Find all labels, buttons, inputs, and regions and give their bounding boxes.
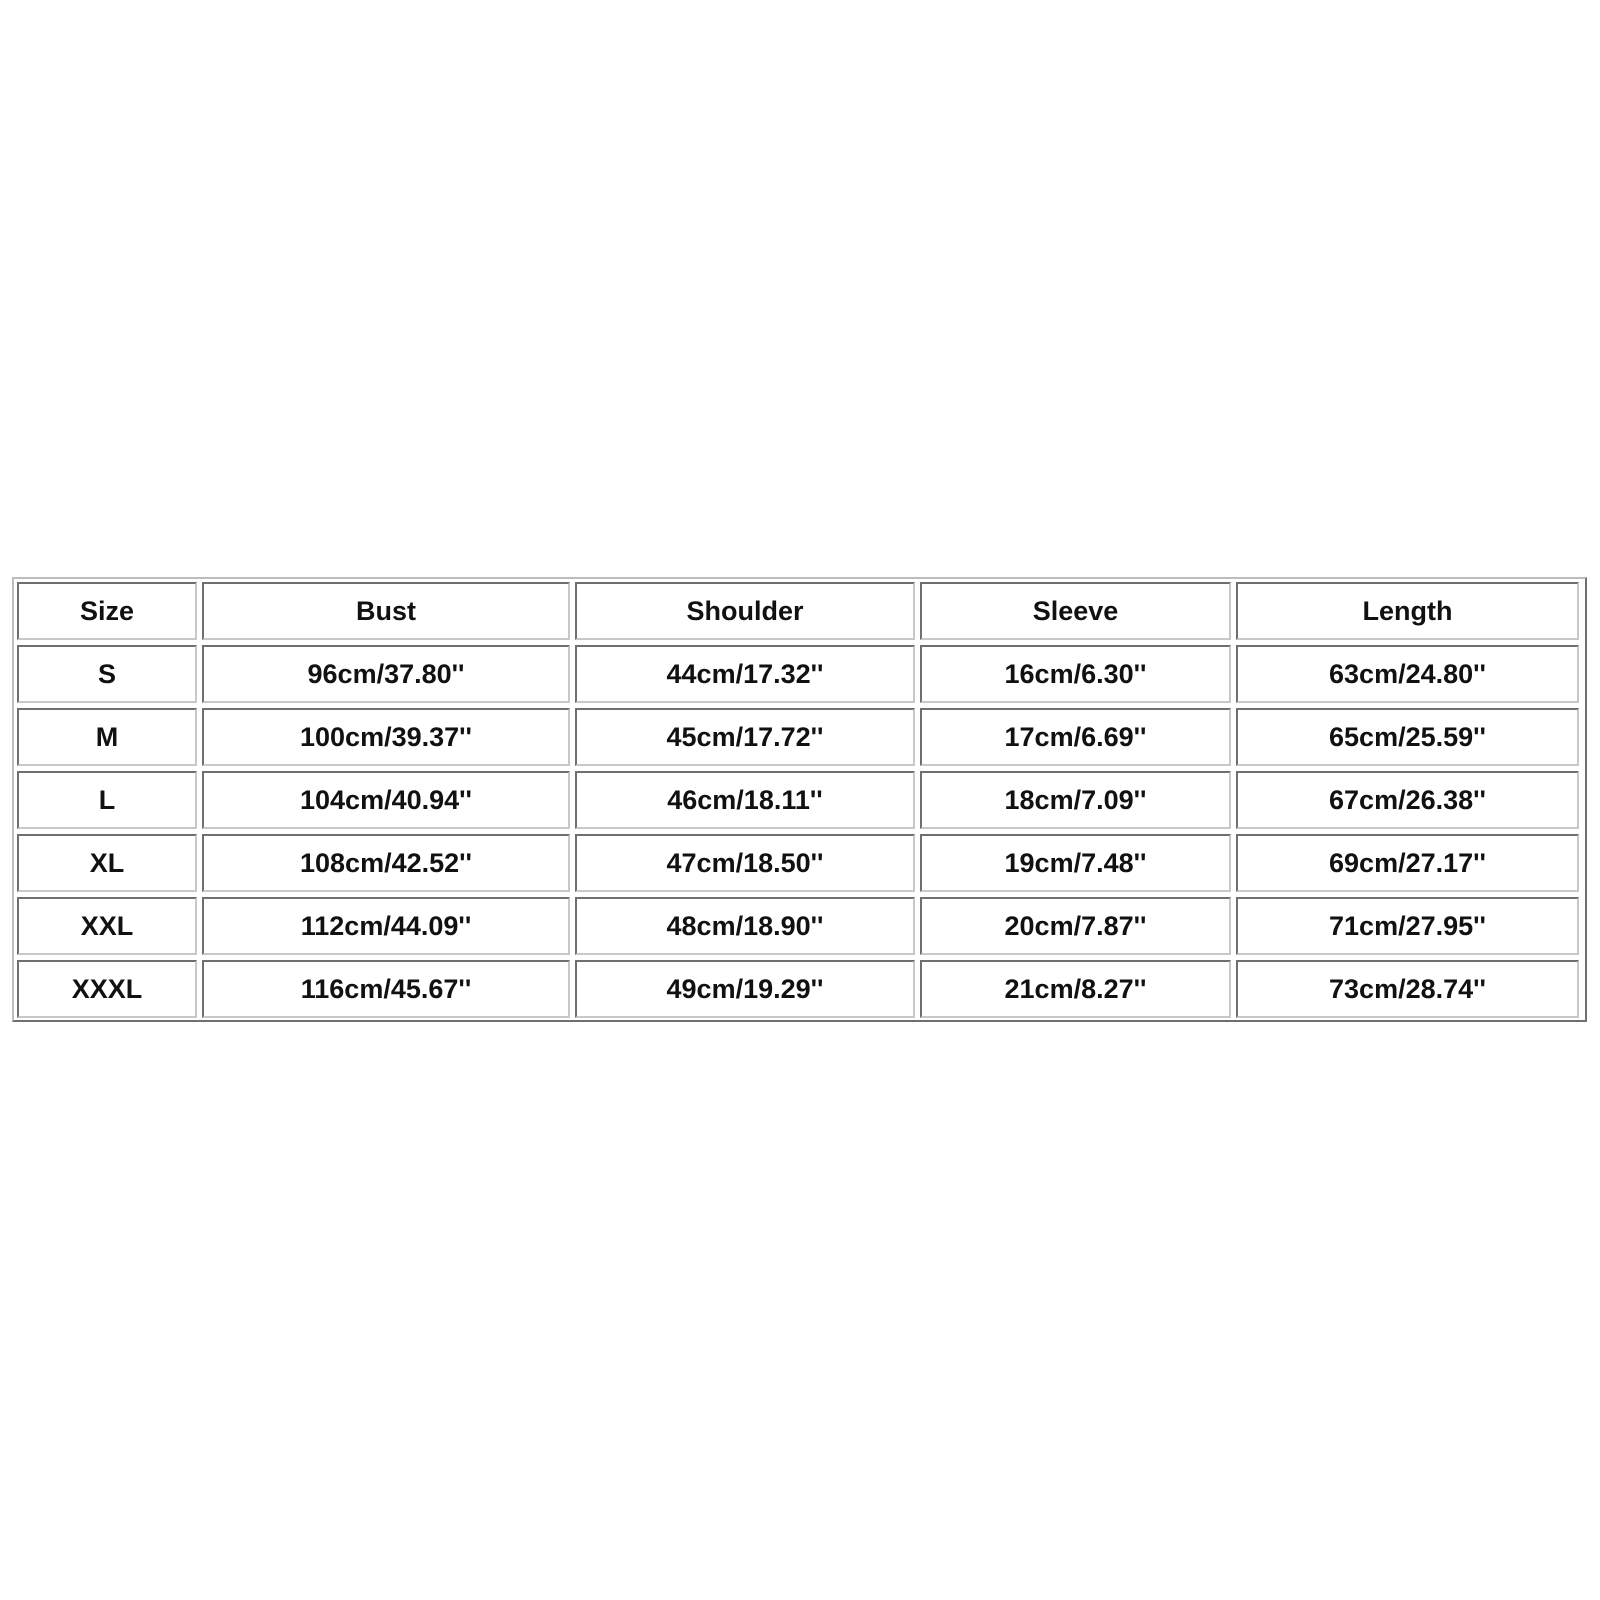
table-row xyxy=(17,897,1579,955)
cell-size: XL xyxy=(17,834,197,892)
cell-bust: 116cm/45.67'' xyxy=(202,960,570,1018)
cell-length: 69cm/27.17'' xyxy=(1236,834,1579,892)
cell-length: 63cm/24.80'' xyxy=(1236,645,1579,703)
cell-shoulder: 49cm/19.29'' xyxy=(575,960,915,1018)
table-header-row xyxy=(17,582,1579,640)
cell-bust: 100cm/39.37'' xyxy=(202,708,570,766)
cell-sleeve: 21cm/8.27'' xyxy=(920,960,1231,1018)
header-shoulder: Shoulder xyxy=(575,582,915,640)
table-row xyxy=(17,771,1579,829)
cell-size: XXL xyxy=(17,897,197,955)
header-length: Length xyxy=(1236,582,1579,640)
cell-bust: 96cm/37.80'' xyxy=(202,645,570,703)
cell-sleeve: 16cm/6.30'' xyxy=(920,645,1231,703)
cell-size: L xyxy=(17,771,197,829)
cell-shoulder: 46cm/18.11'' xyxy=(575,771,915,829)
table-row xyxy=(17,645,1579,703)
table-row xyxy=(17,834,1579,892)
cell-shoulder: 45cm/17.72'' xyxy=(575,708,915,766)
cell-sleeve: 19cm/7.48'' xyxy=(920,834,1231,892)
cell-sleeve: 20cm/7.87'' xyxy=(920,897,1231,955)
size-chart-table xyxy=(12,577,1587,1022)
header-size: Size xyxy=(17,582,197,640)
cell-sleeve: 17cm/6.69'' xyxy=(920,708,1231,766)
size-table xyxy=(12,577,1584,1023)
cell-size: XXXL xyxy=(17,960,197,1018)
header-bust: Bust xyxy=(202,582,570,640)
cell-length: 65cm/25.59'' xyxy=(1236,708,1579,766)
cell-bust: 112cm/44.09'' xyxy=(202,897,570,955)
cell-sleeve: 18cm/7.09'' xyxy=(920,771,1231,829)
table-row xyxy=(17,708,1579,766)
cell-bust: 108cm/42.52'' xyxy=(202,834,570,892)
cell-length: 71cm/27.95'' xyxy=(1236,897,1579,955)
cell-shoulder: 44cm/17.32'' xyxy=(575,645,915,703)
cell-size: S xyxy=(17,645,197,703)
table-row xyxy=(17,960,1579,1018)
cell-bust: 104cm/40.94'' xyxy=(202,771,570,829)
cell-size: M xyxy=(17,708,197,766)
cell-shoulder: 48cm/18.90'' xyxy=(575,897,915,955)
cell-shoulder: 47cm/18.50'' xyxy=(575,834,915,892)
cell-length: 73cm/28.74'' xyxy=(1236,960,1579,1018)
header-sleeve: Sleeve xyxy=(920,582,1231,640)
cell-length: 67cm/26.38'' xyxy=(1236,771,1579,829)
